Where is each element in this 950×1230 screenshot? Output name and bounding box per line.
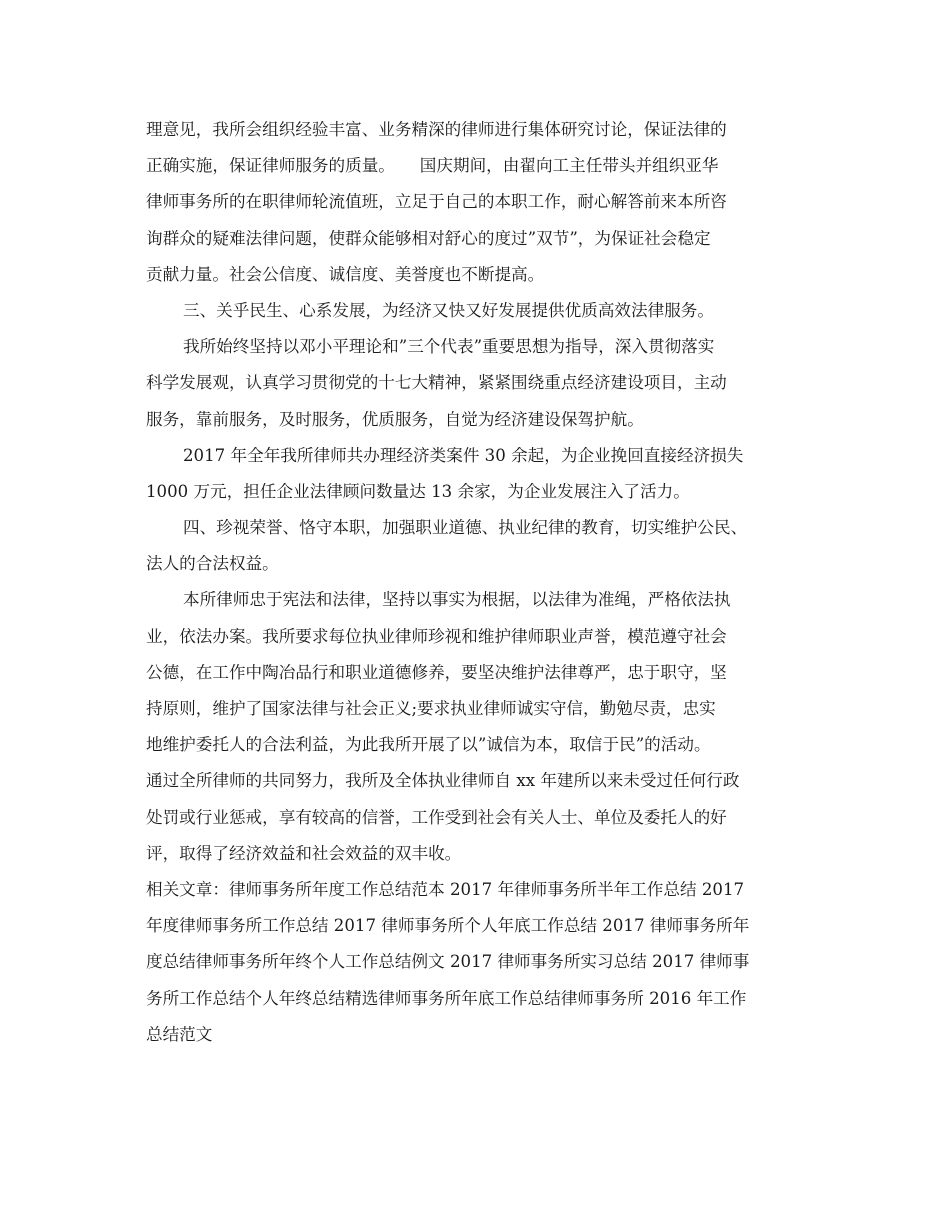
document-body (146, 112, 818, 1053)
text-line: 公德，在工作中陶冶品行和职业道德修养，要坚决维护法律尊严，忠于职守，坚 (146, 662, 727, 682)
text-line: 贡献力量。社会公信度、诚信度、美誉度也不断提高。 (146, 264, 545, 284)
text-line: 正确实施，保证律师服务的质量。 国庆期间，由翟向工主任带头并组织亚华 (146, 156, 719, 176)
text-line: 我所始终坚持以邓小平理论和”三个代表”重要思想为指导，深入贯彻落实 (183, 337, 715, 357)
text-line: 服务，靠前服务，及时服务，优质服务，自觉为经济建设保驾护航。 (146, 409, 644, 429)
text-line: 法人的合法权益。 (146, 554, 279, 574)
related-articles: 总结范文 (146, 1024, 213, 1044)
text-line: 2017 年全年我所律师共办理经济类案件 30 余起，为企业挽回直接经济损失 (183, 445, 744, 465)
related-articles: 务所工作总结个人年终总结精选律师事务所年底工作总结律师事务所 2016 年工作 (146, 988, 747, 1008)
related-articles: 度总结律师事务所年终个人工作总结例文 2017 律师事务所实习总结 2017 律师事 (146, 952, 750, 972)
text-line: 本所律师忠于宪法和法律，坚持以事实为根据，以法律为准绳，严格依法执 (183, 590, 731, 610)
text-line: 业，依法办案。我所要求每位执业律师珍视和维护律师职业声誉，模范遵守社会 (146, 626, 727, 646)
text-line: 询群众的疑难法律问题，使群众能够相对舒心的度过”双节”，为保证社会稳定 (146, 228, 711, 248)
text-line: 评，取得了经济效益和社会效益的双丰收。 (146, 843, 462, 863)
text-line: 处罚或行业惩戒，享有较高的信誉，工作受到社会有关人士、单位及委托人的好 (146, 807, 727, 827)
text-line: 持原则，维护了国家法律与社会正义;要求执业律师诚实守信，勤勉尽责，忠实 (146, 699, 716, 718)
related-articles: 相关文章：律师事务所年度工作总结范本 2017 年律师事务所半年工作总结 2017 (146, 879, 745, 899)
related-articles: 年度律师事务所工作总结 2017 律师事务所个人年底工作总结 2017 律师事务所年 (146, 916, 750, 936)
text-line: 1000 万元，担任企业法律顾问数量达 13 余家，为企业发展注入了活力。 (146, 481, 690, 501)
text-line: 理意见，我所会组织经验丰富、业务精深的律师进行集体研究讨论，保证法律的 (146, 120, 727, 139)
text-line: 律师事务所的在职律师轮流值班，立足于自己的本职工作，耐心解答前来本所咨 (146, 192, 727, 212)
section-heading: 四、珍视荣誉、恪守本职，加强职业道德、执业纪律的教育，切实维护公民、 (183, 518, 748, 538)
section-heading: 三、关乎民生、心系发展，为经济又快又好发展提供优质高效法律服务。 (183, 300, 714, 320)
text-line: 地维护委托人的合法利益，为此我所开展了以”诚信为本，取信于民”的活动。 (146, 735, 711, 755)
text-line: 通过全所律师的共同努力，我所及全体执业律师自 xx 年建所以来未受过任何行政 (146, 771, 740, 791)
text-line: 科学发展观，认真学习贯彻党的十七大精神，紧紧围绕重点经济建设项目，主动 (146, 373, 727, 393)
